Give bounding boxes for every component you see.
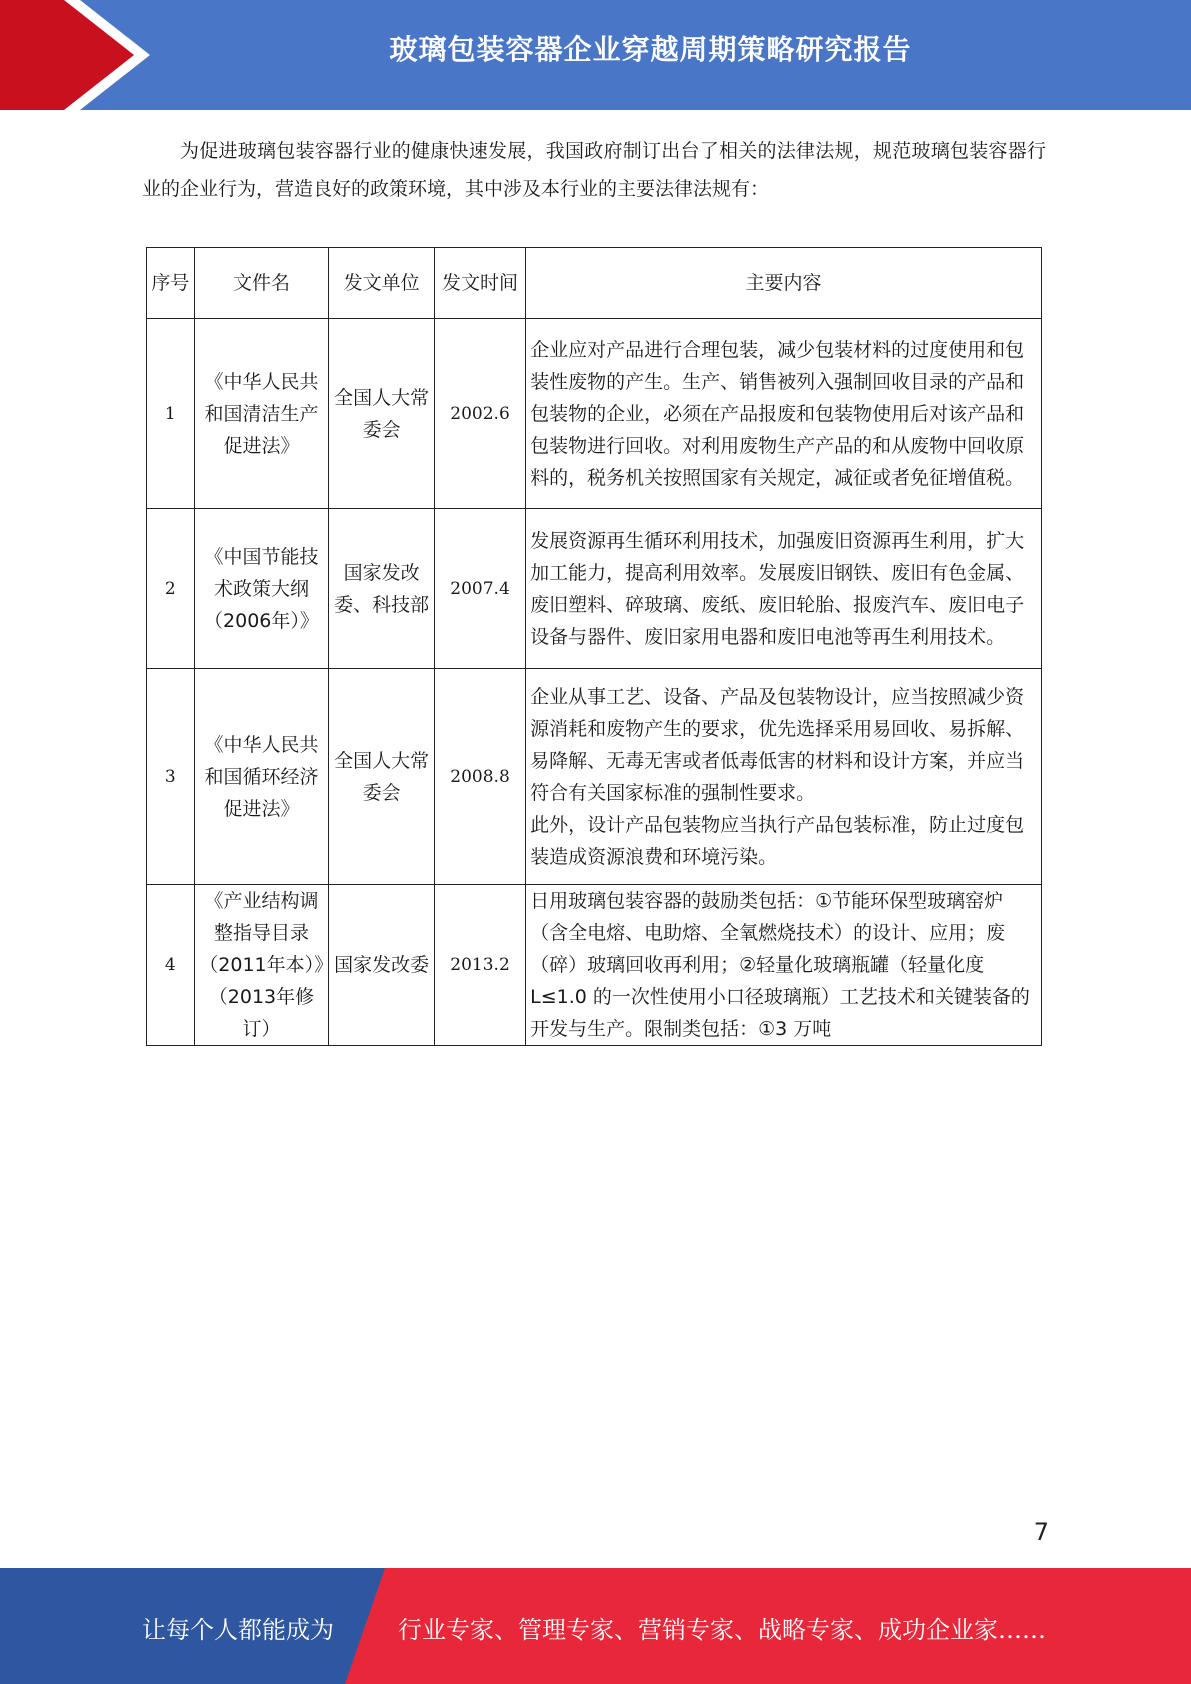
header-name: 文件名	[194, 248, 329, 319]
row-content	[526, 669, 1042, 885]
table-row	[147, 319, 1042, 509]
page-number: 7	[1033, 1518, 1049, 1546]
row-unit: 国家发改委	[329, 885, 435, 1046]
regulations-table	[146, 247, 1042, 1046]
row-name: 《中华人民共和国清洁生产促进法》	[194, 319, 329, 509]
table-header-row	[147, 248, 1042, 319]
row-content-paragraph: 企业从事工艺、设备、产品及包装物设计，应当按照减少资源消耗和废物产生的要求，优先选择采用易回收、易拆解、易降解、无毒无害或者低毒低害的材料和设计方案，并应当符合有关国家标准的强制性要求。	[530, 685, 1025, 804]
table-row	[147, 885, 1042, 1046]
footer-slogan-left: 让每个人都能成为	[142, 1616, 334, 1644]
row-date: 2007.4	[434, 509, 525, 669]
table-row	[147, 669, 1042, 885]
row-name: 《中华人民共和国循环经济促进法》	[194, 669, 329, 885]
table-row	[147, 509, 1042, 669]
intro-paragraph: 为促进玻璃包装容器行业的健康快速发展，我国政府制订出台了相关的法律法规，规范玻璃包装容器行业的企业行为，营造良好的政策环境，其中涉及本行业的主要法律法规有：	[142, 140, 1046, 200]
row-no: 4	[147, 885, 195, 1046]
header-no: 序号	[147, 248, 195, 319]
header-content: 主要内容	[526, 248, 1042, 319]
row-date: 2008.8	[434, 669, 525, 885]
row-date: 2013.2	[434, 885, 525, 1046]
row-unit: 全国人大常委会	[329, 319, 435, 509]
footer-slogan-right: 行业专家、管理专家、营销专家、战略专家、成功企业家……	[398, 1616, 1046, 1644]
row-date: 2002.6	[434, 319, 525, 509]
row-content: 发展资源再生循环利用技术，加强废旧资源再生利用，扩大加工能力，提高利用效率。发展废旧钢铁、废旧有色金属、废旧塑料、碎玻璃、废纸、废旧轮胎、报废汽车、废旧电子设备与器件、废旧家用电器和废旧电池等再生利用技术。	[526, 509, 1042, 669]
row-name: 《产业结构调整指导目录（2011年本）》（2013年修订）	[194, 885, 329, 1046]
row-unit: 全国人大常委会	[329, 669, 435, 885]
row-name: 《中国节能技术政策大纲（2006年）》	[194, 509, 329, 669]
header-unit: 发文单位	[329, 248, 435, 319]
page-header	[0, 0, 1191, 110]
row-unit: 国家发改委、科技部	[329, 509, 435, 669]
row-no: 3	[147, 669, 195, 885]
header-title: 玻璃包装容器企业穿越周期策略研究报告	[389, 33, 912, 66]
row-content-paragraph: 此外，设计产品包装物应当执行产品包装标准，防止过度包装造成资源浪费和环境污染。	[530, 813, 1025, 868]
row-content: 企业应对产品进行合理包装，减少包装材料的过度使用和包装性废物的产生。生产、销售被列入强制回收目录的产品和包装物的企业，必须在产品报废和包装物使用后对该产品和包装物进行回收。对利用废物生产产品的和从废物中回收原料的，税务机关按照国家有关规定，减征或者免征增值税。	[526, 319, 1042, 509]
row-content: 日用玻璃包装容器的鼓励类包括：①节能环保型玻璃窑炉（含全电熔、电助熔、全氧燃烧技术）的设计、应用；废（碎）玻璃回收再利用；②轻量化玻璃瓶罐（轻量化度 L≤1.0 的一次性使用小口径玻璃瓶）工艺技术和关键装备的开发与生产。限制类包括：①3 万吨	[526, 885, 1042, 1046]
header-date: 发文时间	[434, 248, 525, 319]
page-footer	[0, 1568, 1191, 1684]
row-no: 1	[147, 319, 195, 509]
row-no: 2	[147, 509, 195, 669]
